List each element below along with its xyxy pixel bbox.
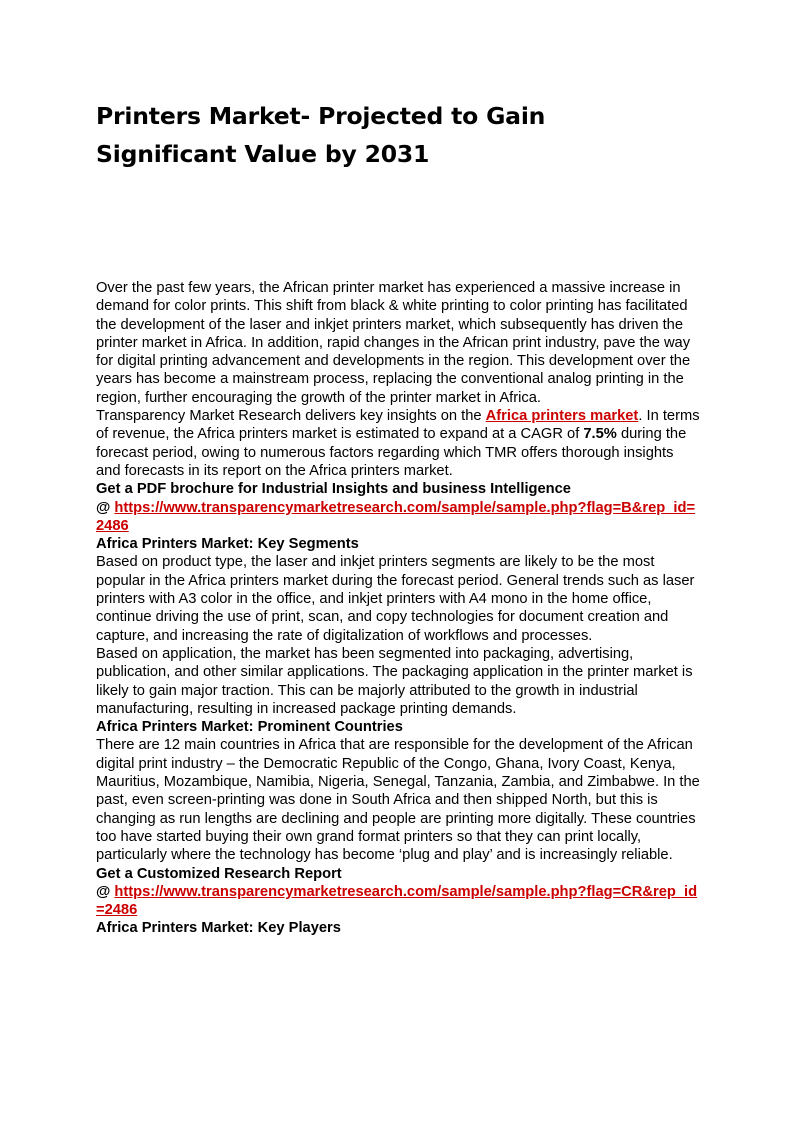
tmr-paragraph <box>96 407 700 480</box>
customized-link-line <box>96 883 700 920</box>
countries-paragraph: There are 12 main countries in Africa that are responsible for the development of the African digital print industry – the Democratic Republic of the Congo, Ghana, Ivory Coast, Kenya, Mauritius, Mozambique, Namibia, Nigeria, Senegal, Tanzania, Zambia, and Zimbabwe. In the past, even screen-printing was done in South Africa and then shipped North, but this is changing as run lengths are declining and people are printing more digitally. These countries too have started buying their own grand format printers so that they can print locally, particularly where the technology has become ‘plug and play’ and is increasingly reliable. <box>96 737 700 864</box>
africa-printers-market-link[interactable]: Africa printers market <box>485 408 639 425</box>
brochure-heading: Get a PDF brochure for Industrial Insights and business Intelligence <box>96 481 571 498</box>
customized-report-link[interactable]: https://www.transparencymarketresearch.com/sample/sample.php?flag=CR&rep_id=2486 <box>96 883 698 919</box>
brochure-link[interactable]: https://www.transparencymarketresearch.com/sample/sample.php?flag=B&rep_id=2486 <box>96 499 696 534</box>
segments-paragraph-1: Based on product type, the laser and inkjet printers segments are likely to be the most popular in the Africa printers market during the forecast period. General trends such as laser printers with A3 color in the office, and inkjet printers with A4 mono in the home office, continue driving the use of print, scan, and copy technologies for document creation and capture, and increasing the rate of digitalization of workflows and processes. <box>96 554 695 644</box>
segments-heading: Africa Printers Market: Key Segments <box>96 536 359 553</box>
customized-heading: Get a Customized Research Report <box>96 865 342 882</box>
brochure-link-line <box>96 499 700 536</box>
customized-at-sign: @ <box>96 883 115 900</box>
cagr-value: 7.5% <box>583 426 617 443</box>
title-line-1: Printers Market- Projected to Gain <box>96 102 546 130</box>
tmr-text-after-link: . In terms of revenue, the Africa printers market is estimated to expand at a CAGR of <box>96 408 700 443</box>
intro-paragraph: Over the past few years, the African printer market has experienced a massive increase in demand for color prints. This shift from black & white printing to color printing has facilitated the development of the laser and inkjet printers market, which subsequently has driven the printer market in Africa. In addition, rapid changes in the African print industry, pave the way for digital printing advancement and developments in the region. This development over the years has become a mainstream process, replacing the conventional analog printing in the region, further encouraging the growth of the printer market in Africa. <box>96 280 691 406</box>
brochure-at-sign: @ <box>96 499 115 516</box>
countries-heading: Africa Printers Market: Prominent Countries <box>96 719 403 736</box>
title-line-2: Significant Value by 2031 <box>96 140 430 168</box>
segments-paragraph-2: Based on application, the market has been segmented into packaging, advertising, publication, and other similar applications. The packaging application in the printer market is likely to gain major traction. This can be majorly attributed to the growth in industrial manufacturing, resulting in increased package printing demands. <box>96 645 693 717</box>
tmr-text-before-link: Transparency Market Research delivers key insights on the <box>96 408 486 425</box>
article-body <box>96 279 700 938</box>
page-title <box>96 97 716 173</box>
players-heading: Africa Printers Market: Key Players <box>96 920 341 937</box>
tmr-text-after-cagr: during the forecast period, owing to numerous factors regarding which TMR offers thorough insights and forecasts in its report on the Africa printers market. <box>96 426 687 479</box>
